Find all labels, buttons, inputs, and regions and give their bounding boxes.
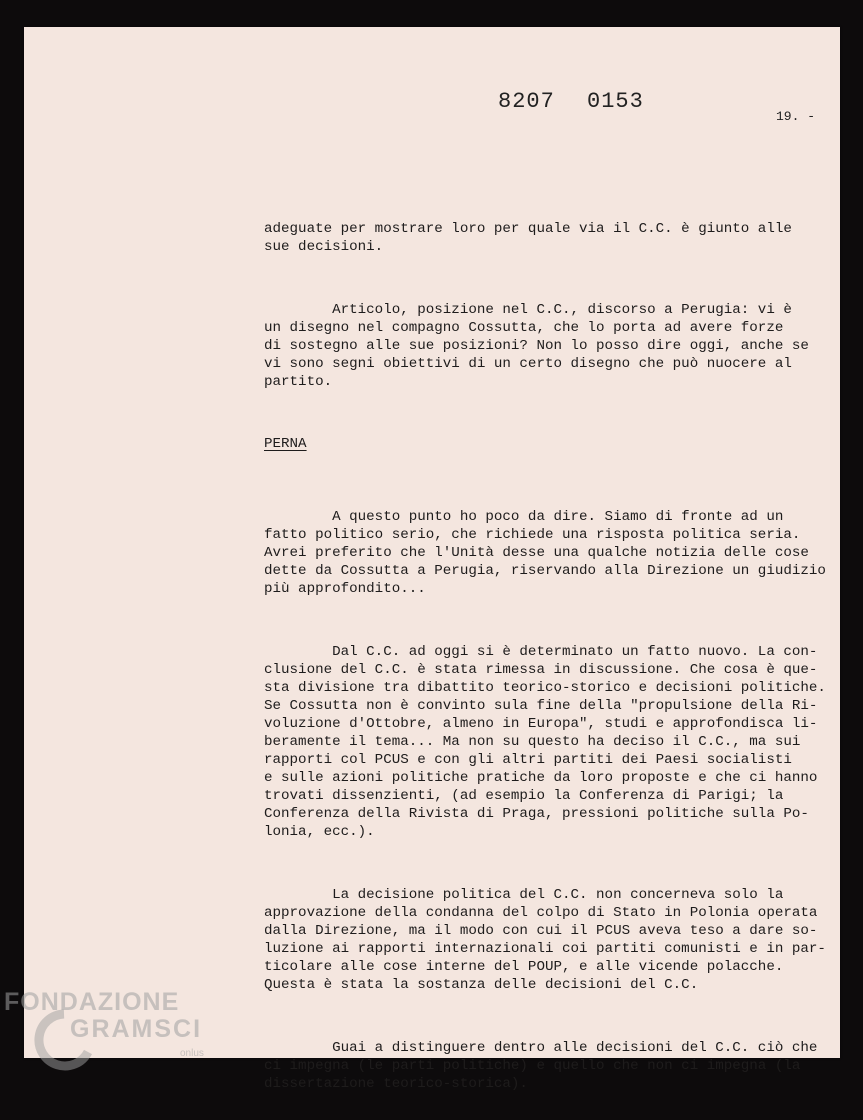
watermark-line1: FONDAZIONE bbox=[4, 988, 180, 1016]
gramsci-logo-icon bbox=[34, 1006, 94, 1076]
watermark-line2: GRAMSCI bbox=[70, 1015, 203, 1043]
paragraph: adeguate per mostrare loro per quale via il C.C. è giunto alle sue decisioni. bbox=[264, 221, 792, 255]
paragraph: La decisione politica del C.C. non concerneva solo la approvazione della condanna del colpo di Stato in Polonia dalla Direzione, ma il modo con cui il PCUS aveva teso a dare luzione ai rapporti internazionali coi partiti comunisti e in ticolare alle cose interne del POUP, e alle vicende polacche. Questa è stata la sostanza delle decisioni del C.C. bbox=[264, 887, 784, 993]
paragraph: A questo punto ho poco da dire. Siamo di fronte ad un fatto politico serio, che richiede una risposta politica seria. Avrei preferito che l'Unità desse una qualche notizia delle dette da Cossutta a Perugia, riservando alla Direzione un più approfondito... bbox=[264, 509, 801, 597]
archive-number: 8207 0153 bbox=[498, 89, 644, 114]
section-1-text bbox=[264, 184, 792, 418]
page-number: 19. - bbox=[776, 109, 816, 124]
speaker-heading: PERNA bbox=[264, 436, 307, 452]
section-2-text bbox=[264, 472, 826, 1120]
paragraph: Articolo, posizione nel C.C., discorso a Perugia: vi un disegno nel compagno Cossutta, che lo porta ad avere forze di sostegno alle sue posizioni? Non lo posso dire oggi, anche vi sono segni obiettivi di un certo disegno che può nuocere al partito. bbox=[264, 302, 792, 390]
paragraph: Dal C.C. ad oggi si è determinato un fatto nuovo. La clusione del C.C. è stata rimessa in discussione. Che cosa è sta divisione tra dibattito teorico-storico e decisioni politiche. Se Cossutta non è convinto sula fine della "propulsione della voluzione d'Ottobre, almeno in Europa", studi e approfondisca beramente il tema... Ma non su questo ha deciso il C.C., ma rapporti col PCUS e con gli altri partiti dei Paesi socialisti e sulle azioni politiche pratiche da loro proposte e che ci trovati dissenzienti, (ad esempio la Conferenza di Parigi; la Conferenza della Rivista di Praga, pressioni politiche sulla lonia, ecc.). bbox=[264, 644, 826, 840]
paragraph: Guai a distinguere dentro alle decisioni del C.C. ciò ci impegna (le parti politiche) e quello che non ci impegna (la dissertazione teorico-storica). bbox=[264, 1040, 801, 1092]
watermark-line3: onlus bbox=[180, 1048, 204, 1059]
